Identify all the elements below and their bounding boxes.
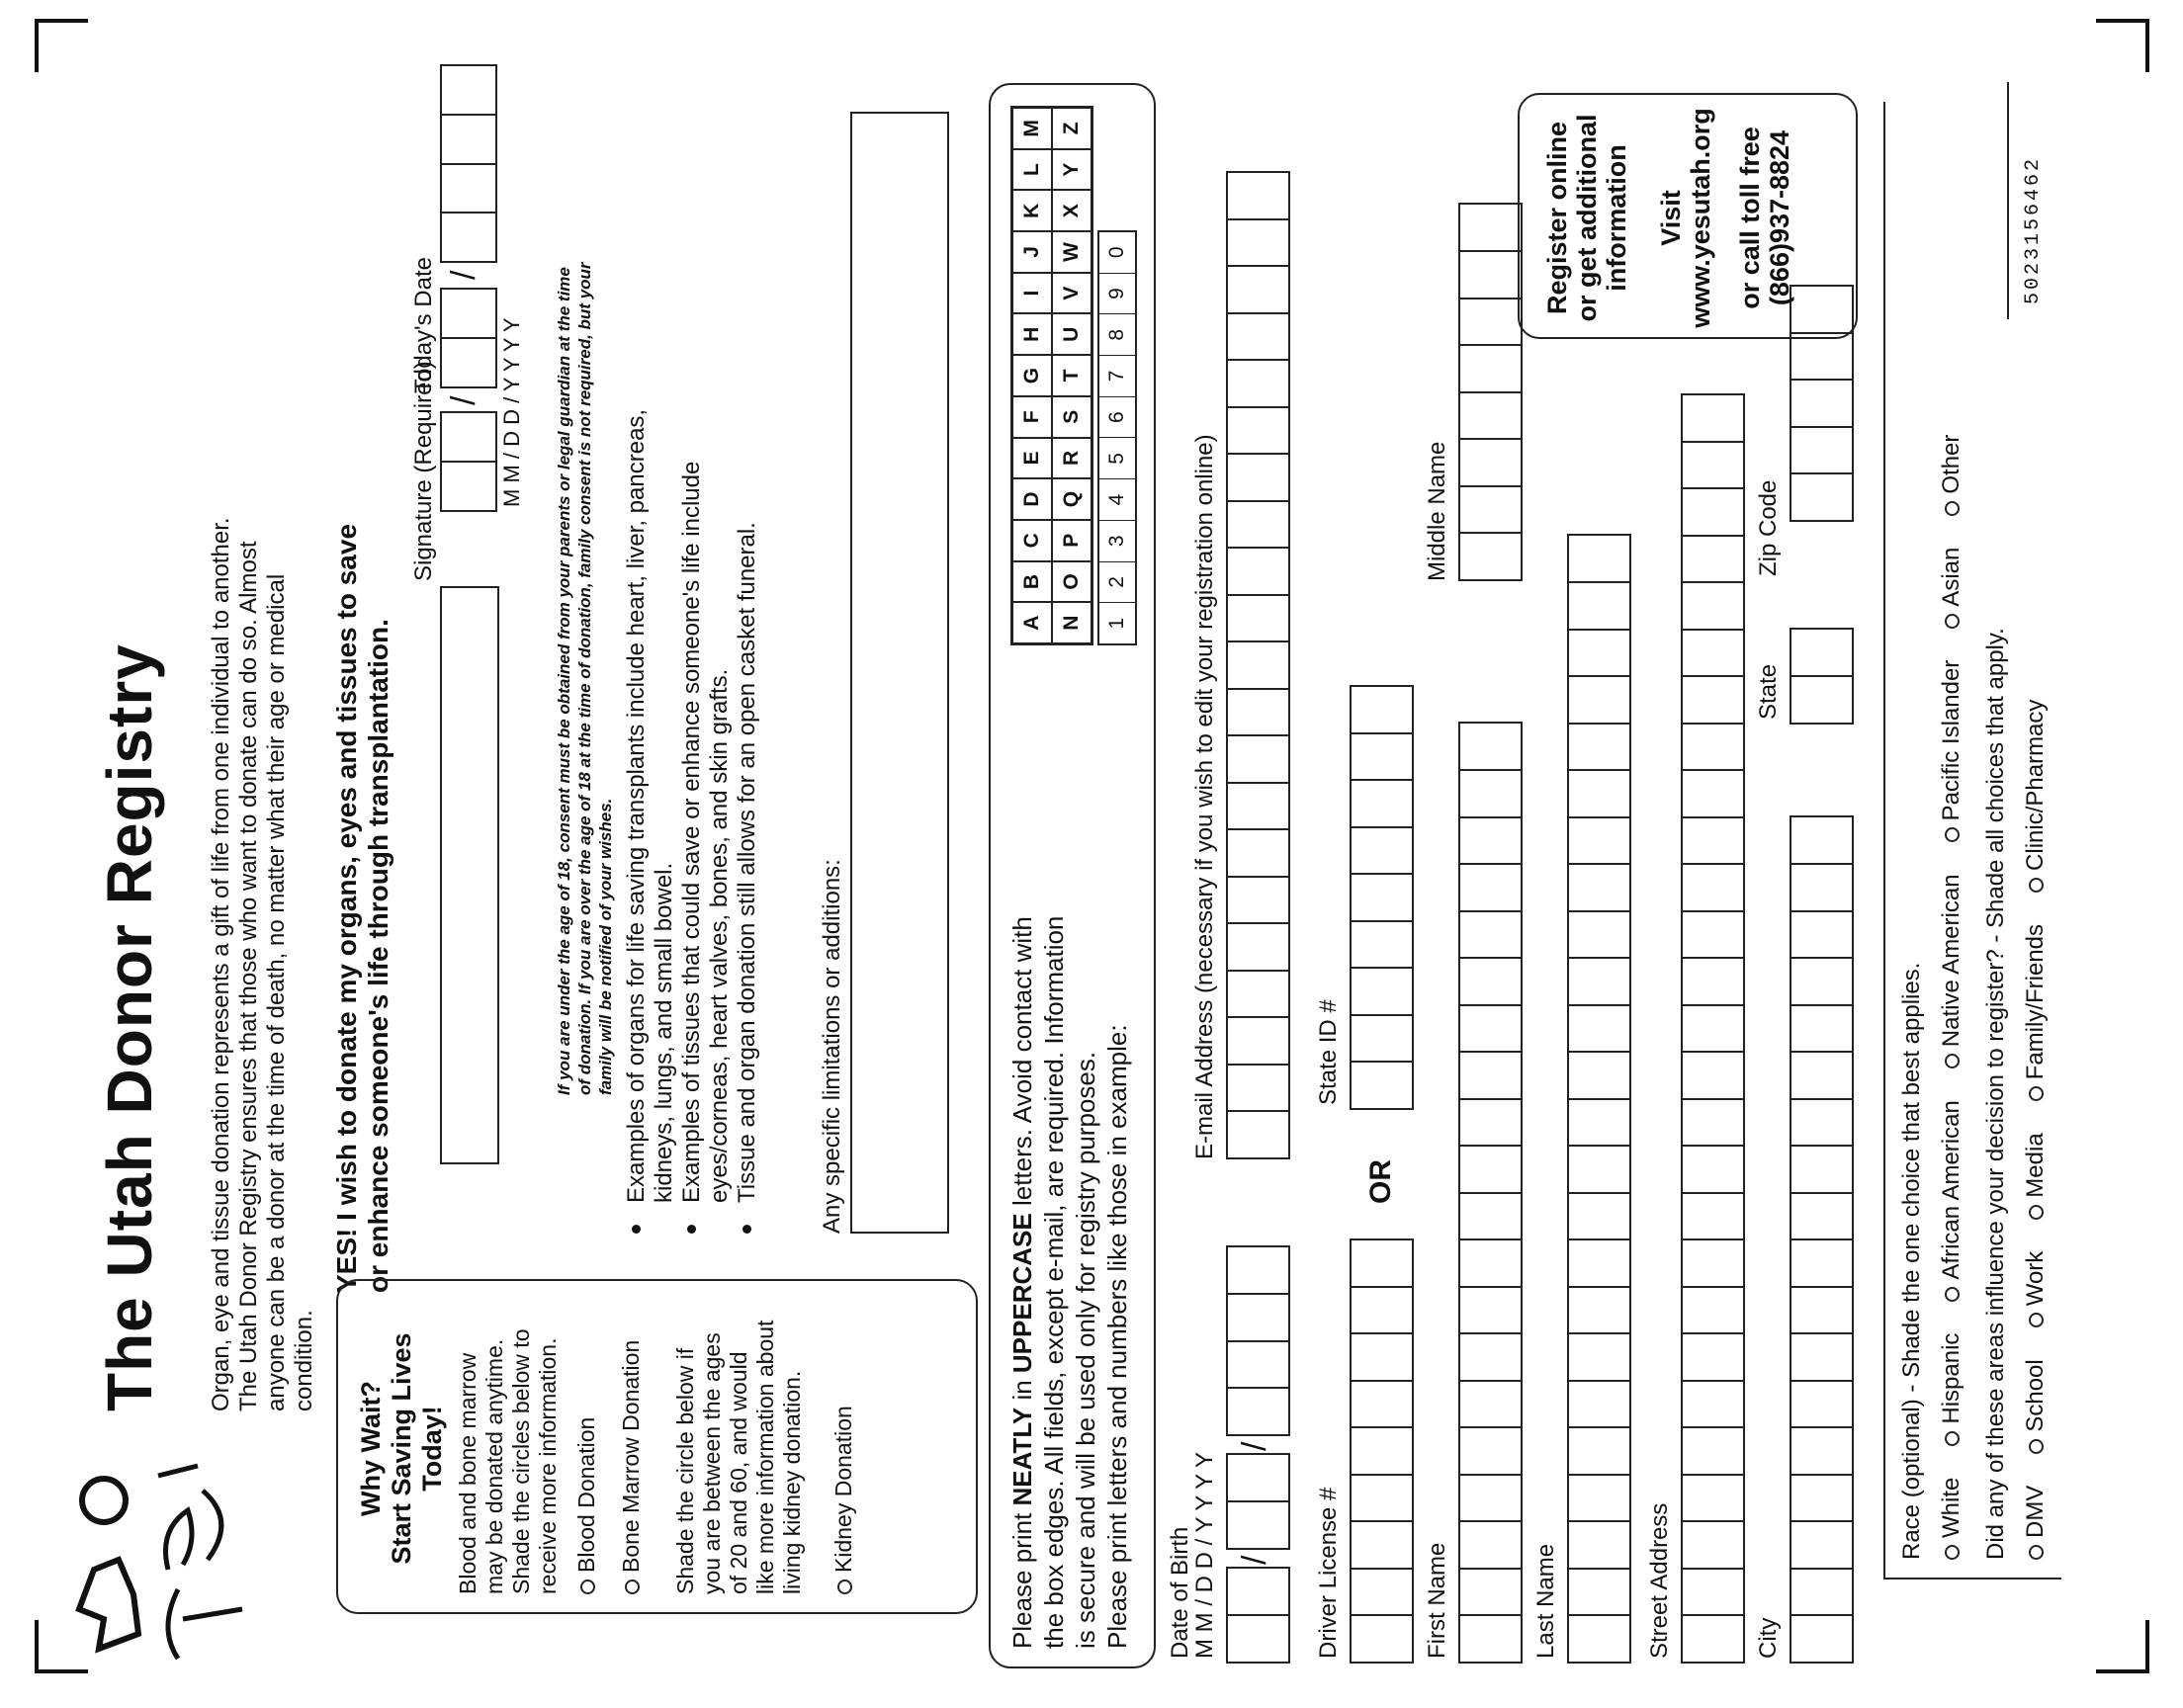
char-box[interactable] [1350, 826, 1414, 876]
char-box[interactable] [1226, 359, 1290, 408]
char-box[interactable] [1226, 171, 1290, 220]
char-box[interactable] [1567, 535, 1631, 584]
last-name-label: Last Name [1532, 1543, 1559, 1659]
example-item: Tissue and organ donation still allows for an open casket funeral. [734, 409, 761, 1234]
pledge-text [331, 524, 394, 1293]
dob-year[interactable] [1226, 1246, 1290, 1437]
email-label: E-mail Address (necessary if you wish to edit your registration online) [1191, 434, 1218, 1159]
example-item: Examples of organs for life saving transplants include heart, liver, pancreas, [623, 409, 651, 1234]
char-box[interactable] [1790, 472, 1854, 522]
instruction-line: Please print letters and numbers like those in example: [1102, 1024, 1132, 1649]
instruction-line: is secure and will be used only for registry purposes. [1071, 1051, 1100, 1649]
first-name-label: First Name [1424, 1542, 1450, 1659]
char-box[interactable] [1681, 1145, 1745, 1194]
char-box[interactable] [1458, 1332, 1523, 1382]
char-box[interactable] [1226, 1064, 1290, 1113]
intro-line: Organ, eye and tissue donation represents a gift of life from one individual to another. [208, 517, 234, 1411]
yes-utah-logo [59, 1431, 287, 1678]
date-separator: / [445, 395, 482, 405]
char-box[interactable] [1681, 441, 1745, 490]
char-box[interactable] [1458, 910, 1523, 960]
char-box[interactable] [1567, 957, 1631, 1006]
race-options [1938, 435, 1965, 1560]
driver-license-field[interactable] [1350, 1238, 1414, 1664]
radio-circle[interactable] [1945, 501, 1960, 516]
char-box[interactable] [1567, 1568, 1631, 1617]
state-label: State [1755, 663, 1782, 720]
char-box[interactable] [1458, 769, 1523, 818]
example-letter: W [1052, 231, 1092, 273]
state-field[interactable] [1790, 629, 1854, 726]
why-wait-marrow-text: Blood and bone marrow may be donated anytime. Shade the circles below to receive more information. [455, 1328, 561, 1594]
char-box[interactable] [1226, 828, 1290, 878]
consent-line: If you are under the age of 18, consent must be obtained from your parents or legal guardian at the time [555, 267, 573, 1095]
example-letter: M [1012, 108, 1052, 149]
char-box[interactable] [1350, 1520, 1414, 1570]
limitations-label: Any specific limitations or additions: [819, 859, 845, 1234]
char-box[interactable] [1350, 1014, 1414, 1064]
race-option[interactable]: White [1938, 1478, 1965, 1560]
char-box[interactable] [1226, 453, 1290, 502]
char-box[interactable] [1458, 1568, 1523, 1617]
char-box[interactable] [1458, 816, 1523, 866]
char-box[interactable] [1681, 816, 1745, 866]
example-letter: D [1012, 478, 1052, 520]
middle-name-label: Middle Name [1424, 441, 1450, 581]
char-box[interactable] [1567, 1098, 1631, 1148]
or-label: OR [1364, 1159, 1397, 1204]
char-box[interactable] [1567, 1145, 1631, 1194]
char-box[interactable] [1790, 1004, 1854, 1054]
char-box[interactable] [1681, 1426, 1745, 1476]
example-digit: 0 [1099, 232, 1135, 274]
char-box[interactable] [1458, 298, 1523, 347]
why-wait-title-line: Today! [417, 1406, 447, 1492]
influence-option[interactable]: School [2022, 1359, 2050, 1453]
instructions-text [1006, 916, 1133, 1649]
why-wait-title-line: Why Wait? [356, 1381, 386, 1516]
example-letter: R [1052, 438, 1092, 479]
example-letter: N [1052, 602, 1092, 643]
example-letter: O [1052, 561, 1092, 603]
kidney-donation-option[interactable]: Kidney Donation [830, 1406, 857, 1594]
char-box[interactable] [1458, 1051, 1523, 1100]
char-box[interactable] [1226, 734, 1290, 784]
char-box[interactable] [1790, 1474, 1854, 1523]
char-box[interactable] [1350, 1061, 1414, 1110]
form-number-rule [2007, 82, 2009, 319]
influence-option[interactable]: Family/Friends [2022, 924, 2050, 1101]
example-letter: I [1012, 273, 1052, 314]
char-box[interactable] [1226, 922, 1290, 972]
city-label: City [1755, 1617, 1782, 1659]
char-box[interactable] [1681, 1051, 1745, 1100]
example-digit: 5 [1099, 438, 1135, 479]
char-box[interactable] [1567, 1380, 1631, 1429]
example-digit: 2 [1099, 562, 1135, 604]
intro-line: The Utah Donor Registry ensures that those who want to donate can do so. Almost [235, 541, 262, 1411]
char-box[interactable] [1350, 1426, 1414, 1476]
char-box[interactable] [1458, 344, 1523, 393]
state-id-label: State ID # [1315, 999, 1342, 1105]
char-box[interactable] [1458, 391, 1523, 441]
char-box[interactable] [1790, 332, 1854, 382]
char-box[interactable] [1681, 1380, 1745, 1429]
why-wait-title [356, 1283, 448, 1614]
example-letter: S [1052, 396, 1092, 438]
char-box[interactable] [1226, 782, 1290, 831]
middle-name-field[interactable] [1458, 204, 1523, 582]
char-box[interactable] [1350, 1332, 1414, 1382]
char-box[interactable] [1567, 1238, 1631, 1288]
radio-circle[interactable] [625, 1580, 640, 1594]
char-box[interactable] [1226, 500, 1290, 550]
char-box[interactable] [1226, 688, 1290, 737]
char-box[interactable] [1790, 1332, 1854, 1382]
instruction-line: the box edges. All fields, except e-mail, are required. Information [1039, 915, 1069, 1649]
example-letter: H [1012, 313, 1052, 355]
char-box[interactable] [1681, 957, 1745, 1006]
dob-day[interactable] [1226, 1454, 1290, 1551]
example-letter: C [1012, 520, 1052, 561]
todays-date-day[interactable] [440, 289, 497, 389]
char-box[interactable] [1681, 1098, 1745, 1148]
char-box[interactable] [1567, 1474, 1631, 1523]
char-box[interactable] [1567, 723, 1631, 772]
example-letter: G [1012, 355, 1052, 396]
char-box[interactable] [1458, 485, 1523, 535]
example-letter: A [1012, 602, 1052, 643]
corner-mark [35, 19, 88, 72]
char-box[interactable] [1226, 1110, 1290, 1159]
visit-text: Visit www.yesutah.org [1656, 97, 1715, 339]
char-box[interactable] [1458, 1098, 1523, 1148]
radio-circle[interactable] [1945, 1545, 1960, 1560]
example-letter: K [1012, 190, 1052, 231]
website-link[interactable]: www.yesutah.org [1686, 108, 1715, 328]
radio-circle[interactable] [580, 1580, 595, 1594]
char-box[interactable] [1567, 1332, 1631, 1382]
letter-example-grid [1010, 106, 1093, 645]
first-name-field[interactable] [1458, 723, 1523, 1665]
instruction-line: Please print NEATLY in UPPERCASE letters. Avoid contact with [1007, 916, 1037, 1649]
char-box[interactable] [1790, 957, 1854, 1006]
char-box[interactable] [1681, 535, 1745, 584]
race-option[interactable]: Native American [1938, 874, 1965, 1068]
char-box[interactable] [1681, 723, 1745, 772]
race-option[interactable]: Pacific Islander [1938, 660, 1965, 843]
char-box[interactable] [1567, 581, 1631, 631]
char-box[interactable] [1567, 769, 1631, 818]
char-box[interactable] [1458, 1614, 1523, 1664]
pledge-line: or enhance someone's life through transplantation. [363, 619, 393, 1293]
char-box[interactable] [1567, 1426, 1631, 1476]
example-letter: X [1052, 190, 1092, 231]
char-box[interactable] [1790, 1238, 1854, 1288]
char-box[interactable] [1681, 487, 1745, 537]
char-box[interactable] [1458, 1238, 1523, 1288]
char-box[interactable] [1458, 204, 1523, 253]
char-box[interactable] [1681, 1332, 1745, 1382]
char-box[interactable] [1458, 1004, 1523, 1054]
example-letter: V [1052, 273, 1092, 314]
state-id-field[interactable] [1350, 685, 1414, 1110]
char-box[interactable] [1458, 1520, 1523, 1570]
char-box[interactable] [1458, 1145, 1523, 1194]
radio-circle[interactable] [1945, 1287, 1960, 1302]
char-box[interactable] [1226, 640, 1290, 690]
char-box[interactable] [1681, 675, 1745, 725]
logo-drawing [59, 1431, 287, 1678]
race-option[interactable]: Hispanic [1938, 1333, 1965, 1446]
example-letter: Y [1052, 149, 1092, 191]
radio-circle[interactable] [2029, 1545, 2044, 1560]
char-box[interactable] [1350, 967, 1414, 1016]
char-box[interactable] [1790, 426, 1854, 475]
example-letter: L [1012, 149, 1052, 191]
char-box[interactable] [1226, 312, 1290, 362]
char-box[interactable] [1790, 1051, 1854, 1100]
char-box[interactable] [1790, 816, 1854, 866]
char-box[interactable] [1458, 957, 1523, 1006]
char-box[interactable] [1681, 1238, 1745, 1288]
intro-line: anyone can be a donor at the time of death, no matter what their age or medical [263, 573, 290, 1411]
consent-text [554, 262, 616, 1095]
char-box[interactable] [1350, 1568, 1414, 1617]
driver-license-label: Driver License # [1315, 1487, 1342, 1659]
char-box[interactable] [1458, 1286, 1523, 1335]
limitations-field[interactable] [850, 112, 949, 1234]
char-box[interactable] [1790, 1145, 1854, 1194]
char-box[interactable] [1567, 1520, 1631, 1570]
char-box[interactable] [1681, 769, 1745, 818]
char-box[interactable] [1226, 876, 1290, 925]
char-box[interactable] [1350, 873, 1414, 922]
radio-circle[interactable] [2029, 878, 2044, 893]
radio-circle[interactable] [2029, 1086, 2044, 1101]
char-box[interactable] [1790, 910, 1854, 960]
radio-circle[interactable] [2029, 1439, 2044, 1454]
char-box[interactable] [1567, 629, 1631, 678]
race-option[interactable]: Other [1938, 435, 1965, 516]
radio-circle[interactable] [1945, 614, 1960, 629]
char-box[interactable] [1681, 1474, 1745, 1523]
char-box[interactable] [1458, 1474, 1523, 1523]
char-box[interactable] [1350, 732, 1414, 782]
char-box[interactable] [1790, 1426, 1854, 1476]
register-online-text: Register online or get additional information [1542, 114, 1631, 322]
example-digit: 3 [1099, 521, 1135, 562]
radio-circle[interactable] [1945, 1054, 1960, 1068]
signature-label: Signature (Required) [410, 361, 437, 581]
char-box[interactable] [1458, 723, 1523, 772]
char-box[interactable] [1681, 1568, 1745, 1617]
char-box[interactable] [1681, 1004, 1745, 1054]
example-digit: 6 [1099, 397, 1135, 439]
why-wait-kidney-text: Shade the circle below if you are between the ages of 20 and 60, and would like more information about living kidney donation. [672, 1320, 805, 1594]
example-letter: Z [1052, 108, 1092, 149]
digit-example-grid [1097, 230, 1137, 645]
char-box[interactable] [1458, 863, 1523, 912]
char-box[interactable] [1790, 1568, 1854, 1617]
char-box[interactable] [1458, 532, 1523, 581]
bone-marrow-donation-option[interactable]: Bone Marrow Donation [618, 1340, 645, 1594]
corner-mark [2096, 19, 2149, 72]
phone-number: (866)937-8824 [1765, 129, 1794, 306]
char-box[interactable] [1790, 1614, 1854, 1664]
char-box[interactable] [1458, 438, 1523, 487]
char-box[interactable] [1226, 218, 1290, 268]
signature-field[interactable] [440, 586, 499, 1164]
char-box[interactable] [1226, 594, 1290, 643]
char-box[interactable] [1567, 910, 1631, 960]
char-box[interactable] [1790, 1380, 1854, 1429]
todays-date-month[interactable] [440, 412, 497, 513]
influence-option[interactable]: Work [2022, 1251, 2050, 1328]
pledge-line: YES! I wish to donate my organs, eyes and tissues to save [331, 523, 362, 1293]
last-name-field[interactable] [1567, 535, 1631, 1665]
char-box[interactable] [1681, 581, 1745, 631]
char-box[interactable] [1681, 863, 1745, 912]
char-box[interactable] [1226, 547, 1290, 596]
intro-line: condition. [291, 1310, 317, 1411]
influence-option[interactable]: Clinic/Pharmacy [2022, 700, 2050, 893]
example-letter: B [1012, 561, 1052, 603]
char-box[interactable] [1567, 675, 1631, 725]
example-item: kidneys, lungs, and small bowel. [651, 862, 677, 1203]
char-box[interactable] [1790, 1520, 1854, 1570]
blood-donation-option[interactable]: Blood Donation [573, 1417, 600, 1594]
char-box[interactable] [1226, 970, 1290, 1019]
char-box[interactable] [1567, 816, 1631, 866]
char-box[interactable] [1681, 1614, 1745, 1664]
char-box[interactable] [1458, 1192, 1523, 1241]
street-address-field[interactable] [1681, 393, 1745, 1664]
city-field[interactable] [1790, 816, 1854, 1665]
examples-list [623, 409, 761, 1234]
example-letter: P [1052, 520, 1092, 561]
call-text: or call toll free (866)937-8824 [1735, 97, 1794, 339]
char-box[interactable] [1350, 1474, 1414, 1523]
example-digit: 7 [1099, 356, 1135, 397]
char-box[interactable] [1681, 393, 1745, 443]
char-box[interactable] [1350, 685, 1414, 734]
char-box[interactable] [1458, 250, 1523, 299]
char-box[interactable] [1790, 863, 1854, 912]
race-option[interactable]: African American [1938, 1100, 1965, 1301]
todays-date-year[interactable] [440, 65, 497, 264]
example-letter: E [1012, 438, 1052, 479]
example-letter: F [1012, 396, 1052, 438]
race-option[interactable]: Asian [1938, 548, 1965, 629]
zip-label: Zip Code [1755, 479, 1782, 576]
page-title: The Utah Donor Registry [94, 643, 165, 1411]
influence-label: Did any of these areas influence your decision to register? - Shade all choices that apply. [1982, 628, 2009, 1560]
char-box[interactable] [1681, 1192, 1745, 1241]
radio-circle[interactable] [837, 1580, 852, 1594]
consent-line: family will be notified of your wishes. [596, 798, 615, 1095]
char-box[interactable] [1790, 1098, 1854, 1148]
char-box[interactable] [1350, 779, 1414, 828]
influence-options [2022, 700, 2050, 1560]
char-box[interactable] [1681, 1286, 1745, 1335]
char-box[interactable] [1350, 1614, 1414, 1664]
example-letter: J [1012, 231, 1052, 273]
radio-circle[interactable] [2029, 1205, 2044, 1220]
example-letter: U [1052, 313, 1092, 355]
example-digit: 8 [1099, 314, 1135, 356]
date-separator: / [1236, 1441, 1273, 1451]
char-box[interactable] [1567, 863, 1631, 912]
char-box[interactable] [1567, 1614, 1631, 1664]
char-box[interactable] [1790, 1286, 1854, 1335]
survey-rule-left [1883, 1578, 2061, 1580]
char-box[interactable] [1458, 1426, 1523, 1476]
example-item: eyes/corneas, heart valves, bones, and skin grafts. [706, 668, 733, 1203]
char-box[interactable] [1567, 1192, 1631, 1241]
why-wait-title-line: Start Saving Lives [387, 1332, 416, 1565]
radio-circle[interactable] [2029, 1313, 2044, 1327]
char-box[interactable] [1681, 910, 1745, 960]
todays-date-label: Today's Date [410, 257, 437, 393]
char-box[interactable] [1350, 1380, 1414, 1429]
corner-mark [2096, 1620, 2149, 1673]
email-field[interactable] [1226, 171, 1290, 1159]
dob-format: M M / D D / Y Y Y Y [1191, 1452, 1218, 1659]
char-box[interactable] [1681, 1520, 1745, 1570]
intro-text [208, 517, 318, 1411]
char-box[interactable] [1567, 1004, 1631, 1054]
char-box[interactable] [1226, 406, 1290, 456]
example-digit: 4 [1099, 479, 1135, 521]
char-box[interactable] [1350, 1238, 1414, 1288]
char-box[interactable] [1226, 1016, 1290, 1066]
example-item: Examples of tissues that could save or enhance someone's life include [678, 409, 706, 1234]
char-box[interactable] [1790, 379, 1854, 428]
char-box[interactable] [1226, 265, 1290, 314]
street-address-label: Street Address [1646, 1502, 1673, 1659]
example-letter: Q [1052, 478, 1092, 520]
radio-circle[interactable] [1945, 1431, 1960, 1446]
radio-circle[interactable] [1945, 827, 1960, 842]
dob-month[interactable] [1226, 1568, 1290, 1665]
consent-line: of donation. If you are over the age of 18 at the time of donation, family consent is not required, but your [575, 262, 594, 1095]
char-box[interactable] [1567, 1286, 1631, 1335]
char-box[interactable] [1458, 1380, 1523, 1429]
char-box[interactable] [1567, 1051, 1631, 1100]
char-box[interactable] [1350, 1286, 1414, 1335]
char-box[interactable] [1681, 629, 1745, 678]
dob-label: Date of Birth [1167, 1526, 1193, 1659]
form-number: 5023156462 [2022, 155, 2045, 304]
example-digit: 9 [1099, 274, 1135, 315]
survey-rule [1883, 102, 1885, 1580]
example-letter: T [1052, 355, 1092, 396]
date-separator: / [445, 270, 482, 280]
influence-option[interactable]: Media [2022, 1133, 2050, 1219]
todays-date-format: M M / D D / Y Y Y Y [499, 317, 524, 507]
influence-option[interactable]: DMV [2022, 1486, 2050, 1560]
char-box[interactable] [1350, 920, 1414, 970]
date-separator: / [1236, 1555, 1273, 1565]
race-label: Race (optional) - Shade the one choice that best applies. [1898, 962, 1925, 1560]
char-box[interactable] [1790, 1192, 1854, 1241]
example-digit: 1 [1105, 617, 1128, 630]
